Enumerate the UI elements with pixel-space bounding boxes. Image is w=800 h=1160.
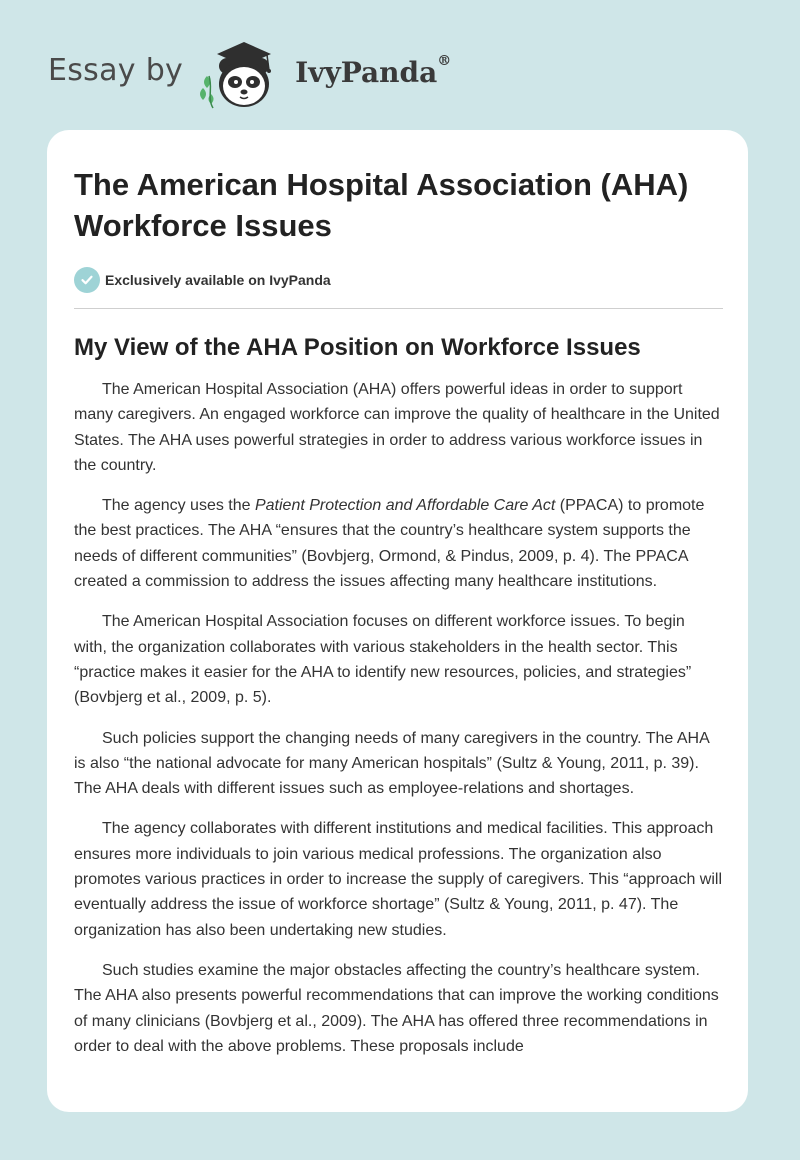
divider [74, 308, 723, 309]
paragraph: The agency collaborates with different institutions and medical facilities. This approach ensures more individuals to join various medical professions. The organization also promotes various practices in order to increase the supply of caregivers. This “approach will eventually address the issue of workforce shortage” (Sultz & Young, 2011, p. 47). The organization has also been undertaking new studies. [74, 820, 722, 939]
essay-card [47, 130, 748, 1112]
paragraph: Such policies support the changing needs of many caregivers in the country. The AHA is also “the national advocate for many American hospitals” (Sultz & Young, 2011, p. 39). The AHA deals with different issues such as employee-relations and shortages. [74, 729, 709, 798]
paragraph: Such studies examine the major obstacles affecting the country’s healthcare system. The AHA also presents powerful recommendations that can improve the working conditions of many clinicians (Bovbjerg et al., 2009). The AHA has offered three recommendations in order to deal with the above problems. These proposals include [74, 961, 719, 1055]
section-heading: My View of the AHA Position on Workforce Issues [74, 334, 641, 361]
panda-graduate-icon[interactable] [197, 36, 289, 112]
paragraph: The American Hospital Association (AHA) offers powerful ideas in order to support many caregivers. An engaged workforce can improve the quality of healthcare in the United States. The AHA uses powerful strategies in order to address various workforce issues in the country. [74, 381, 720, 474]
brand-header [48, 34, 451, 114]
brand-prefix: Essay by [48, 52, 184, 88]
essay-title: The American Hospital Association (AHA) Workforce Issues [74, 167, 689, 243]
exclusive-badge [74, 266, 722, 294]
paragraph: The agency uses the Patient Protection and Affordable Care Act (PPACA) to promote the best practices. The AHA “ensures that the country’s healthcare system supports the needs of different communities” (Bovbjerg, Ormond, & Pindus, 2009, p. 4). The PPACA created a commission to address the issues affecting many healthcare institutions. [74, 497, 705, 591]
brand-name[interactable]: IvyPanda® [295, 53, 452, 89]
act-title: Patient Protection and Affordable Care Act [254, 497, 556, 515]
badge-text: Exclusively available on IvyPanda [105, 272, 331, 288]
paragraph: The American Hospital Association focuses on different workforce issues. To begin with, the organization collaborates with various stakeholders in the health sector. This “practice makes it easier for the AHA to identify new resources, policies, and strategies” (Bovbjerg et al., 2009, p. 5). [74, 613, 692, 707]
check-circle-icon [74, 267, 100, 293]
